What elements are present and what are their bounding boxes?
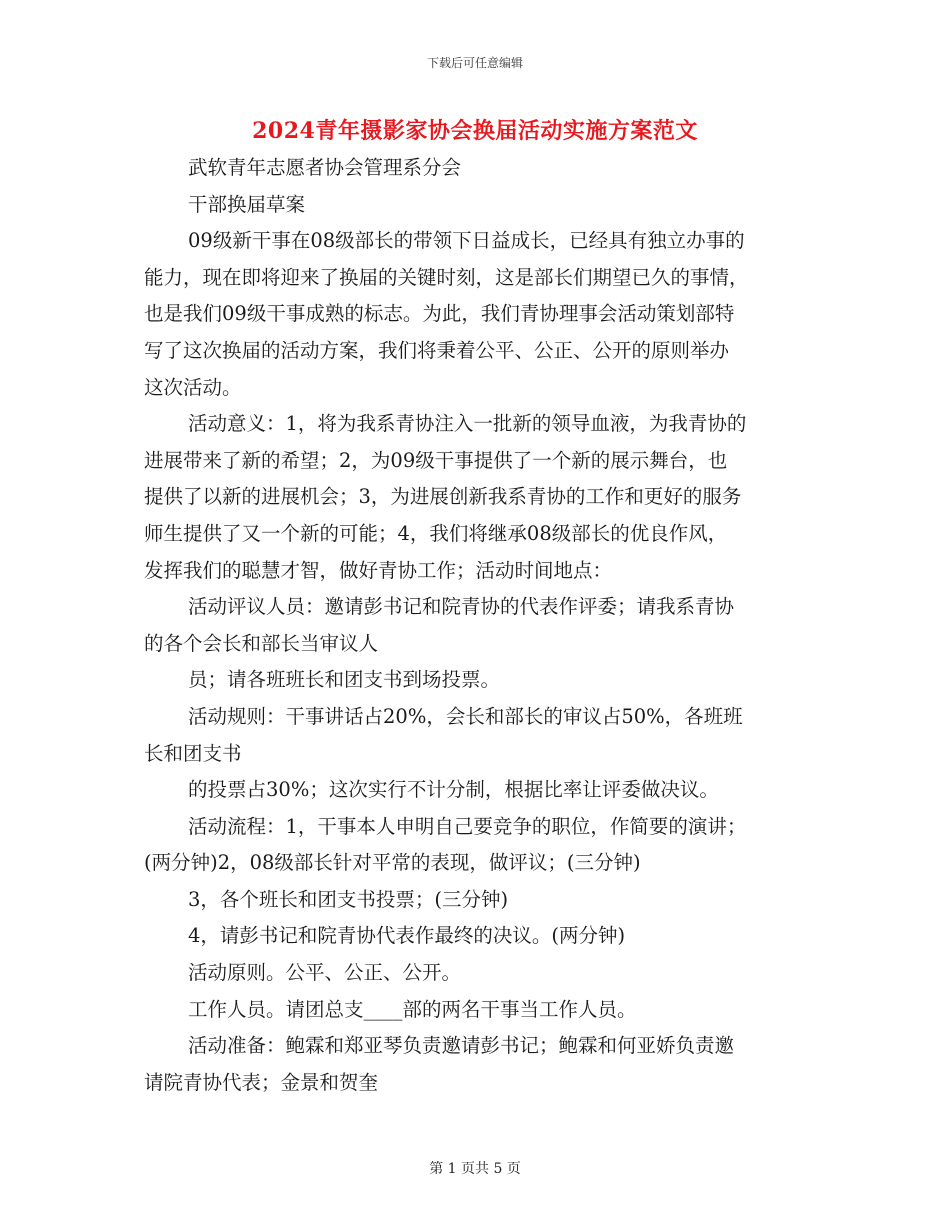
text-line: 提供了以新的进展机会；3，为进展创新我系青协的工作和更好的服务 bbox=[144, 485, 742, 509]
text-line: 09级新干事在08级部长的带领下日益成长，已经具有独立办事的 bbox=[188, 229, 745, 253]
text-line: 这次活动。 bbox=[144, 375, 242, 399]
text-line: 请院青协代表；金景和贺奎 bbox=[144, 1070, 379, 1094]
text-line: 也是我们09级干事成熟的标志。为此，我们青协理事会活动策划部特 bbox=[144, 302, 735, 326]
text-line: (两分钟)2，08级部长针对平常的表现，做评议；(三分钟) bbox=[144, 851, 641, 875]
page-header-note: 下载后可任意编辑 bbox=[426, 56, 523, 70]
text-line: 武软青年志愿者协会管理系分会 bbox=[188, 156, 462, 179]
text-line: 师生提供了又一个新的可能；4，我们将继承08级部长的优良作风， bbox=[144, 521, 728, 545]
text-line: 能力，现在即将迎来了换届的关键时刻，这是部长们期望已久的事情， bbox=[144, 265, 749, 289]
text-line: 3，各个班长和团支书投票；(三分钟) bbox=[188, 887, 509, 911]
document-title: 2024青年摄影家协会换届活动实施方案范文 bbox=[252, 118, 698, 144]
text-line: 写了这次换届的活动方案，我们将秉着公平、公正、公开的原则举办 bbox=[144, 338, 730, 362]
page-number: 第 1 页共 5 页 bbox=[429, 1161, 521, 1177]
text-line: 4，请彭书记和院青协代表作最终的决议。(两分钟) bbox=[188, 924, 626, 948]
text-line: 发挥我们的聪慧才智，做好青协工作；活动时间地点： bbox=[144, 558, 613, 582]
text-line: 工作人员。请团总支____部的两名干事当工作人员。 bbox=[188, 997, 637, 1021]
text-line: 活动流程：1，干事本人申明自己要竞争的职位，作简要的演讲； bbox=[188, 814, 747, 838]
text-line: 干部换届草案 bbox=[188, 192, 306, 216]
document-body bbox=[144, 150, 809, 1101]
text-line: 的各个会长和部长当审议人 bbox=[144, 631, 379, 655]
text-line: 活动原则。公平、公正、公开。 bbox=[188, 961, 462, 985]
text-line: 长和团支书 bbox=[144, 741, 242, 765]
text-line: 活动评议人员：邀请彭书记和院青协的代表作评委；请我系青协 bbox=[188, 595, 735, 619]
text-line: 进展带来了新的希望；2，为09级干事提供了一个新的展示舞台，也 bbox=[144, 448, 728, 472]
text-line: 活动意义：1，将为我系青协注入一批新的领导血液，为我青协的 bbox=[188, 412, 747, 436]
text-line: 的投票占30%；这次实行不计分制，根据比率让评委做决议。 bbox=[188, 778, 719, 802]
text-line: 活动规则：干事讲话占20%，会长和部长的审议占50%，各班班 bbox=[188, 704, 743, 728]
text-line: 员；请各班班长和团支书到场投票。 bbox=[188, 668, 501, 692]
text-line: 活动准备：鲍霖和郑亚琴负责邀请彭书记；鲍霖和何亚娇负责邀 bbox=[188, 1034, 735, 1058]
